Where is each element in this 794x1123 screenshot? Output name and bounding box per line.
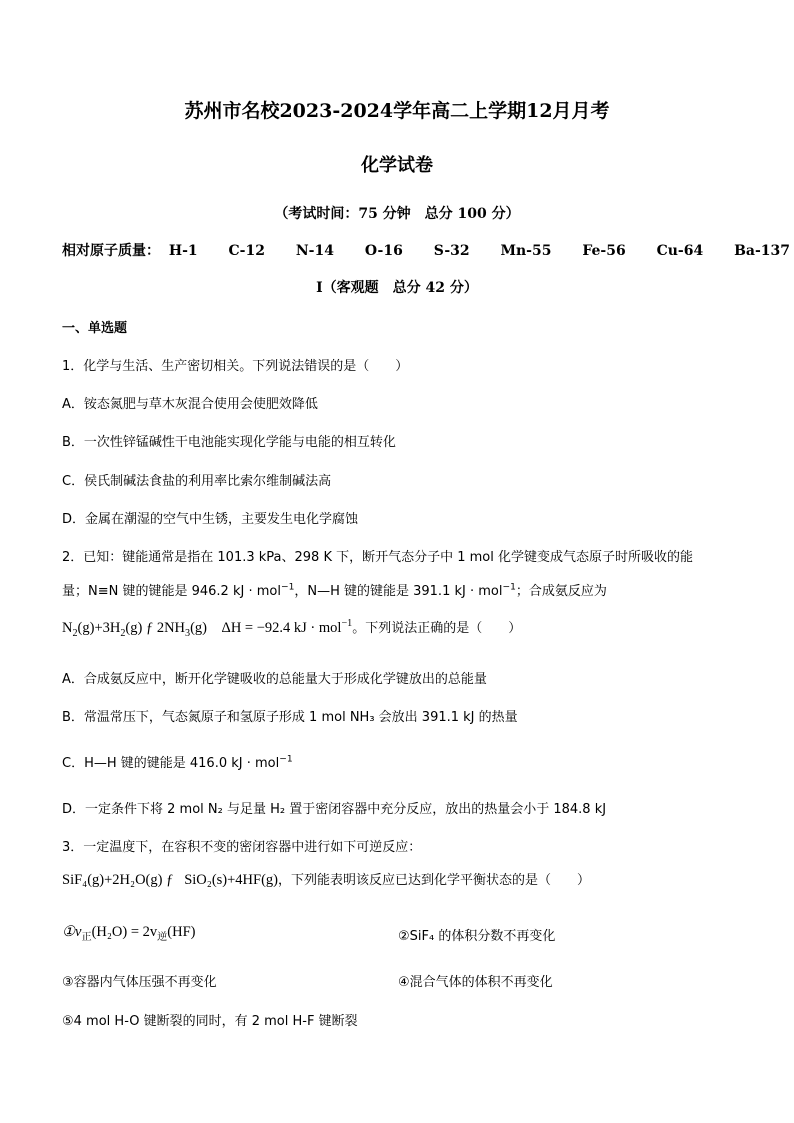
question-1-option-d: D．金属在潮湿的空气中生锈，主要发生电化学腐蚀 [62, 512, 359, 527]
page-subtitle: 化学试卷 [361, 155, 433, 176]
mass-item: Cu-64 [656, 243, 704, 259]
atomic-masses-label: 相对原子质量： [62, 243, 160, 259]
question-3-item-4: ④混合气体的体积不再变化 [398, 975, 553, 990]
exam-info: （考试时间：75 分钟 总分 100 分） [274, 206, 520, 222]
section-heading: 一、单选题 [62, 321, 128, 336]
question-2-option-d: D．一定条件下将 2 mol N₂ 与足量 H₂ 置于密闭容器中充分反应，放出的热量会小于 184.8 kJ [62, 802, 607, 817]
question-3-stem: 3．一定温度下，在容积不变的密闭容器中进行如下可逆反应： [62, 840, 422, 855]
question-1-option-b: B．一次性锌锰碱性干电池能实现化学能与电能的相互转化 [62, 435, 396, 450]
question-3-equation: SiF₄(g)+2H₂O(g) ƒ SiO₂(s)+4HF(g)，下列能表明该反应已达到化学平衡状态的是（ ） [62, 872, 591, 888]
question-2-option-b: B．常温常压下，气态氮原子和氢原子形成 1 mol NH₃ 会放出 391.1 kJ 的热量 [62, 710, 518, 725]
mass-item: H-1 [168, 243, 198, 259]
mass-item: Ba-137 [734, 243, 791, 259]
part-heading: Ⅰ（客观题 总分 42 分） [316, 280, 478, 296]
page-title: 苏州市名校2023-2024学年高二上学期12月月考 [184, 100, 610, 122]
question-3-item-1: $①v_正(H_2O) = 2v_逆(HF)$ [62, 924, 196, 943]
mass-item: C-12 [228, 243, 265, 259]
mass-item: S-32 [433, 243, 470, 259]
question-1-stem: 1．化学与生活、生产密切相关。下列说法错误的是（ ） [62, 359, 409, 374]
question-3-item-5: ⑤4 mol H-O 键断裂的同时，有 2 mol H-F 键断裂 [62, 1014, 358, 1029]
mass-item: Mn-55 [500, 243, 552, 259]
question-1-option-c: C．侯氏制碱法食盐的利用率比索尔维制碱法高 [62, 474, 332, 489]
question-2-equation: $N_2(g)+3H_2(g)$ ƒ $2NH_3(g)$ ΔH = −92.4 kJ · mol$^{-1}$。下列说法正确的是（ ） [62, 618, 522, 639]
question-2-option-c: C．H—H 键的键能是 416.0 kJ · mol$^{-1}$ [62, 754, 293, 771]
mass-item: Fe-56 [582, 243, 626, 259]
question-3-item-3: ③容器内气体压强不再变化 [62, 975, 217, 990]
mass-item: O-16 [364, 243, 403, 259]
question-3-item-2: ②SiF₄ 的体积分数不再变化 [398, 929, 556, 944]
atomic-masses [62, 240, 790, 260]
question-2-line-2: 量；N≡N 键的键能是 946.2 kJ · mol$^{-1}$，N—H 键的键能是 391.1 kJ · mol$^{-1}$；合成氨反应为 [62, 582, 607, 599]
mass-item: N-14 [295, 243, 334, 259]
question-1-option-a: A．铵态氮肥与草木灰混合使用会使肥效降低 [62, 397, 318, 412]
question-2-option-a: A．合成氨反应中，断开化学键吸收的总能量大于形成化学键放出的总能量 [62, 672, 487, 687]
question-2-line-1: 2．已知：键能通常是指在 101.3 kPa、298 K 下，断开气态分子中 1 mol 化学键变成气态原子时所吸收的能 [62, 550, 694, 565]
